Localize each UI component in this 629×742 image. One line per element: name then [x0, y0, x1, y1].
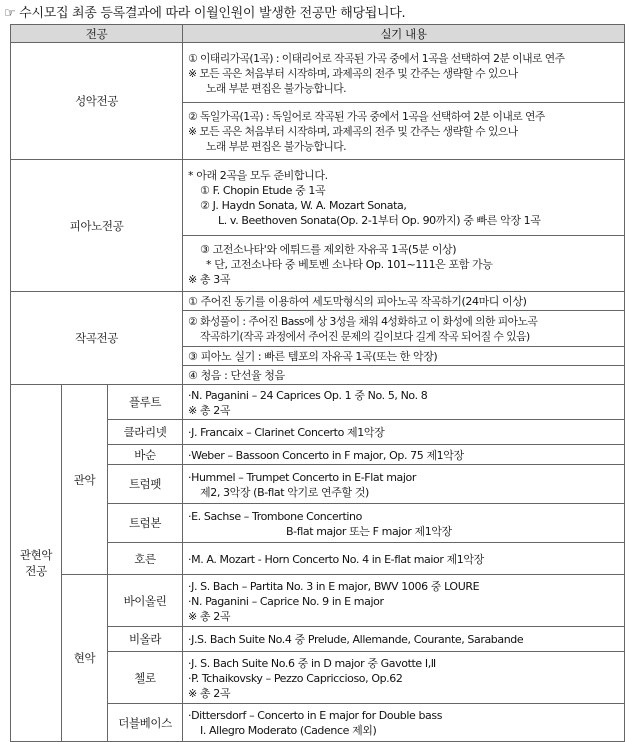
content-line: 작곡하기(작곡 과정에서 주어진 문제의 길이보다 길게 작곡 되어질 수 있음) [200, 330, 530, 343]
header-major: 전공 [11, 25, 183, 43]
composition-content-2 [183, 311, 625, 347]
content-line: ② 독일가곡(1곡) : 독일어로 작곡된 가곡 중에서 1곡을 선택하여 2분 이내로 연주 [188, 110, 545, 123]
content-line: ※ 총 3곡 [188, 272, 231, 286]
content-line: ③ 피아노 실기 : 빠른 템포의 자유곡 1곡(또는 한 악장) [188, 350, 438, 363]
content-line: ※ 총 2곡 [188, 686, 231, 700]
content-line: ·J. S. Bach Suite No.6 중 in D major 중 Gavotte Ⅰ,Ⅱ [188, 656, 436, 670]
content-line: ·E. Sachse – Trombone Concertino [188, 509, 362, 523]
horn-content [183, 543, 625, 575]
content-line: * 단, 고전소나타 중 베토벤 소나타 Op. 101~111은 포함 가능 [206, 257, 493, 271]
piano-row-1 [11, 160, 625, 236]
violin-content [183, 575, 625, 627]
major-composition: 작곡전공 [11, 292, 183, 385]
content-line: ① 주어진 동기를 이용하여 세도막형식의 피아노곡 작곡하기(24마디 이상) [188, 295, 527, 308]
content-line: ④ 청음 : 단선율 청음 [188, 369, 285, 382]
content-line: 노래 부분 편집은 불가능합니다. [206, 81, 346, 95]
instrument-bassoon: 바순 [108, 445, 183, 465]
content-line: ·N. Paganini – 24 Caprices Op. 1 중 No. 5, No. 8 [188, 388, 428, 402]
double-bass-content [183, 704, 625, 742]
instrument-flute: 플루트 [108, 385, 183, 420]
content-line: Ⅰ. Allegro Moderato (Cadence 제외) [200, 724, 377, 737]
strings-label: 현악 [62, 575, 108, 742]
content-line: ※ 모든 곡은 처음부터 시작하며, 과제곡의 전주 및 간주는 생략할 수 있으나 [188, 66, 518, 80]
instrument-horn: 호른 [108, 543, 183, 575]
header-content: 실기 내용 [183, 25, 625, 43]
vocal-content-1 [183, 43, 625, 103]
instrument-trumpet: 트럼펫 [108, 465, 183, 504]
content-line: ·N. Paganini – Caprice No. 9 in E major [188, 594, 384, 608]
clarinet-content [183, 420, 625, 445]
winds-label: 관악 [62, 385, 108, 575]
content-line: ·M. A. Mozart - Horn Concerto No. 4 in E-flat maior 제1악장 [188, 552, 484, 566]
content-line: ② 화성풀이 : 주어진 Bass에 상 3성을 채워 4성화하고 이 화성에 의한 피아노곡 [188, 315, 538, 328]
bassoon-content [183, 445, 625, 465]
instrument-cello: 첼로 [108, 652, 183, 704]
header-row [11, 25, 625, 43]
content-line: B-flat major 또는 F major 제1악장 [286, 524, 452, 538]
notice-text: ☞ 수시모집 최종 등록결과에 따라 이월인원이 발생한 전공만 해당됩니다. [4, 6, 406, 21]
violin-row [11, 575, 625, 627]
piano-content-2 [183, 236, 625, 292]
composition-content-3 [183, 347, 625, 366]
content-line: ·Hummel – Trumpet Concerto in E-Flat major [188, 470, 416, 484]
content-line: * 아래 2곡을 모두 준비합니다. [188, 169, 328, 182]
major-orchestra [11, 385, 62, 742]
flute-row [11, 385, 625, 420]
composition-content-4 [183, 366, 625, 385]
content-line: 제2, 3악장 (B-flat 악기로 연주할 것) [200, 485, 369, 499]
content-line: ① F. Chopin Etude 중 1곡 [200, 184, 326, 197]
content-line: ·Dittersdorf – Concerto in E major for Double bass [188, 709, 443, 722]
trombone-content [183, 504, 625, 543]
content-line: ·P. Tchaikovsky – Pezzo Capriccioso, Op.62 [188, 671, 403, 685]
instrument-viola: 비올라 [108, 627, 183, 652]
major-vocal: 성악전공 [11, 43, 183, 160]
content-line: ③ 고전소나타'와 에튀드를 제외한 자유곡 1곡(5분 이상) [200, 242, 457, 256]
flute-content [183, 385, 625, 420]
composition-content-1 [183, 292, 625, 311]
content-line: ·J. S. Bach – Partita No. 3 in E major, BWV 1006 중 LOURE [188, 579, 480, 593]
major-orchestra-line1: 관현악 [19, 548, 53, 562]
content-line: ·Weber – Bassoon Concerto in F major, Op. 75 제1악장 [188, 448, 464, 462]
instrument-double-bass: 더블베이스 [108, 704, 183, 742]
content-line: ① 이태리가곡(1곡) : 이태리어로 작곡된 가곡 중에서 1곡을 선택하여 2분 이내로 연주 [188, 51, 565, 65]
major-piano: 피아노전공 [11, 160, 183, 292]
content-line: ·J.S. Bach Suite No.4 중 Prelude, Allemande, Courante, Sarabande [188, 633, 524, 646]
composition-row-1 [11, 292, 625, 311]
content-line: 노래 부분 편집은 불가능합니다. [206, 140, 346, 153]
audition-table [10, 24, 625, 742]
vocal-content-2 [183, 103, 625, 160]
instrument-trombone: 트럼본 [108, 504, 183, 543]
vocal-row-1 [11, 43, 625, 103]
cello-content [183, 652, 625, 704]
content-line: ·J. Francaix – Clarinet Concerto 제1악장 [188, 426, 385, 439]
content-line: L. v. Beethoven Sonata(Op. 2-1부터 Op. 90까지) 중 빠른 악장 1곡 [218, 214, 541, 227]
content-line: ※ 총 2곡 [188, 403, 231, 417]
major-orchestra-line2: 전공 [25, 564, 47, 578]
content-line: ※ 총 2곡 [188, 609, 231, 623]
content-line: ② J. Haydn Sonata, W. A. Mozart Sonata, [200, 199, 407, 212]
content-line: ※ 모든 곡은 처음부터 시작하며, 과제곡의 전주 및 간주는 생략할 수 있으나 [188, 125, 518, 138]
instrument-violin: 바이올린 [108, 575, 183, 627]
viola-content [183, 627, 625, 652]
instrument-clarinet: 클라리넷 [108, 420, 183, 445]
trumpet-content [183, 465, 625, 504]
piano-content-1 [183, 160, 625, 236]
